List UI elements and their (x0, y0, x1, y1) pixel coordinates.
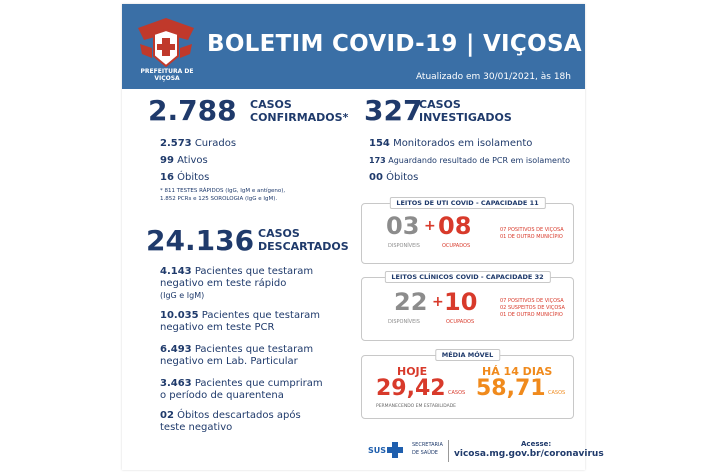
confirmed-total: 2.788 (148, 94, 237, 127)
uti-available-value: 03 (386, 212, 420, 240)
page-title: BOLETIM COVID-19 | VIÇOSA (MG) (207, 31, 655, 57)
clinical-note: 07 POSITIVOS DE VIÇOSA (500, 298, 564, 304)
clinical-available-label: DISPONÍVEIS (388, 319, 420, 325)
uti-available-label: DISPONÍVEIS (388, 243, 420, 249)
discarded-item: 6.493 Pacientes que testaram negativo em Lab. Particular (160, 344, 314, 367)
today-note: PERMANECENDO EM ESTABILIDADE (376, 404, 456, 409)
municipal-crest-logo (132, 14, 200, 72)
investigated-item: 00 Óbitos (369, 172, 419, 183)
uti-occupied-value: 08 (438, 212, 472, 240)
today-label: HOJE (397, 365, 428, 378)
investigated-total: 327 (364, 94, 423, 127)
clinical-note: 02 SUSPEITOS DE VIÇOSA (500, 305, 565, 311)
uti-note: 01 DE OUTRO MUNICÍPIO (500, 234, 563, 240)
confirmed-label-line1: CASOS (250, 98, 292, 111)
clinical-beds-title: LEITOS CLÍNICOS COVID - CAPACIDADE 32 (384, 271, 550, 283)
logo-caption: PREFEITURA DE VIÇOSA (140, 68, 194, 82)
uti-occupied-label: OCUPADOS (442, 243, 471, 249)
discarded-item: 02 Óbitos descartados após teste negativo (160, 410, 301, 433)
header-banner (122, 4, 655, 89)
confirmed-item: 16 Óbitos (160, 172, 210, 183)
today-unit: CASOS (448, 390, 466, 396)
sus-logo: SUS (368, 446, 387, 455)
moving-average-box (361, 351, 574, 419)
uti-note: 07 POSITIVOS DE VIÇOSA (500, 227, 564, 233)
discarded-item: 4.143 Pacientes que testaram negativo em teste rápido (IgG e IgM) (160, 266, 314, 300)
bulletin-card (122, 4, 655, 470)
confirmed-footnote: 1.852 PCRs e 125 SOROLOGIA (IgG e IgM). (160, 196, 278, 202)
investigated-item: 173 Aguardando resultado de PCR em isolamento (369, 156, 571, 165)
clinical-note: 01 DE OUTRO MUNICÍPIO (500, 312, 563, 318)
clinical-occupied-label: OCUPADOS (446, 319, 475, 325)
uti-beds-box (361, 199, 574, 264)
clinical-occupied-value: 10 (444, 288, 478, 316)
plus-icon: + (432, 294, 444, 310)
discarded-item: 10.035 Pacientes que testaram negativo em teste PCR (160, 310, 321, 333)
moving-average-title: MÉDIA MÓVEL (435, 349, 500, 361)
secretaria-line2: DE SAÚDE (412, 450, 438, 456)
past-value: 58,71 (476, 376, 546, 401)
updated-timestamp: Atualizado em 30/01/2021, às 18h (415, 72, 571, 82)
past-unit: CASOS (548, 390, 566, 396)
footer-divider (448, 440, 449, 462)
past-label: HÁ 14 DIAS (482, 365, 553, 378)
confirmed-item: 99 Ativos (160, 155, 208, 166)
confirmed-footnote: * 811 TESTES RÁPIDOS (IgG, IgM e antígeno), (160, 188, 286, 194)
clinical-available-value: 22 (394, 288, 428, 316)
investigated-item: 154 Monitorados em isolamento (369, 138, 533, 149)
access-label: Acesse: (521, 440, 552, 448)
investigated-label-line2: INVESTIGADOS (419, 111, 512, 124)
health-cross-icon (386, 441, 404, 459)
uti-beds-title: LEITOS DE UTI COVID - CAPACIDADE 11 (389, 197, 545, 209)
discarded-label-line2: DESCARTADOS (258, 240, 349, 253)
clinical-beds-box (361, 273, 574, 341)
website-link[interactable]: vicosa.mg.gov.br/coronavirus (454, 449, 604, 459)
plus-icon: + (424, 218, 436, 234)
secretaria-line1: SECRETARIA (412, 442, 443, 448)
discarded-label-line1: CASOS (258, 227, 300, 240)
today-value: 29,42 (376, 376, 446, 401)
investigated-label-line1: CASOS (419, 98, 461, 111)
discarded-total: 24.136 (146, 224, 255, 257)
confirmed-label-line2: CONFIRMADOS* (250, 111, 349, 124)
confirmed-item: 2.573 Curados (160, 138, 237, 149)
discarded-item: 3.463 Pacientes que cumpriram o período de quarentena (160, 378, 323, 401)
